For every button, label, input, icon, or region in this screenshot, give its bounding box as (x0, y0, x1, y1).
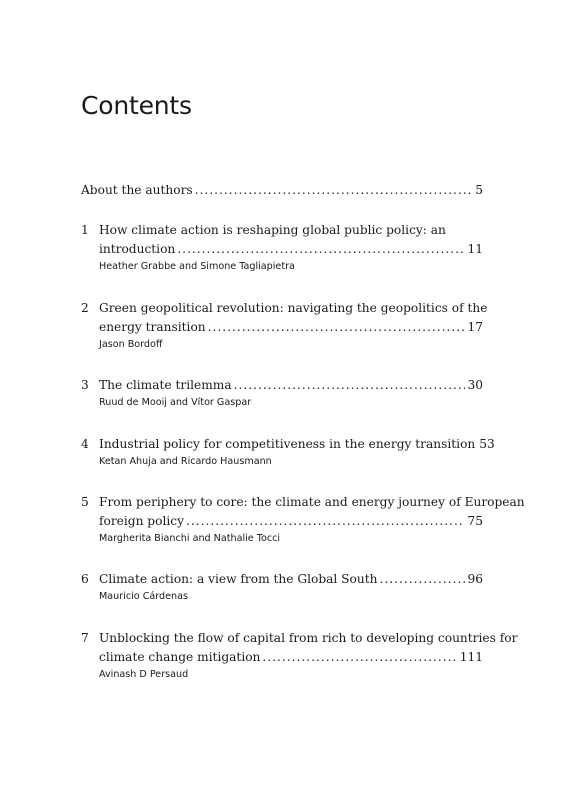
toc-entry-chapter-5[interactable] (81, 493, 525, 547)
toc-entry-title: From periphery to core: the climate and energy journey of European (99, 495, 525, 509)
chapter-number: 5 (81, 495, 89, 509)
toc-entry-title-continued: energy transition (99, 320, 206, 334)
chapter-authors: Heather Grabbe and Simone Tagliapietra (99, 261, 295, 272)
dot-leader (379, 570, 465, 589)
toc-page-number: 17 (467, 320, 483, 334)
toc-entry-chapter-3[interactable] (81, 376, 483, 411)
toc-page-number: 75 (467, 514, 483, 528)
dot-leader (262, 648, 457, 667)
chapter-number: 7 (81, 631, 89, 645)
toc-entry-title: How climate action is reshaping global public policy: an (99, 223, 446, 237)
toc-page-number: 53 (479, 437, 495, 451)
chapter-number: 2 (81, 301, 89, 315)
toc-entry-about-authors[interactable] (81, 181, 483, 200)
chapter-number: 1 (81, 223, 89, 237)
chapter-authors: Avinash D Persaud (99, 669, 189, 680)
chapter-authors: Jason Bordoff (99, 339, 163, 350)
chapter-authors: Ketan Ahuja and Ricardo Hausmann (99, 456, 272, 467)
toc-entry-title: The climate trilemma (99, 378, 232, 392)
chapter-number: 3 (81, 378, 89, 392)
chapter-authors: Mauricio Cárdenas (99, 591, 189, 602)
toc-page-number: 30 (467, 378, 483, 392)
toc-entry-chapter-2[interactable] (81, 299, 488, 353)
dot-leader (195, 181, 474, 200)
toc-page-number: 5 (475, 183, 483, 197)
toc-entry-title: Industrial policy for competitiveness in the energy transition (99, 437, 476, 451)
toc-page-number: 96 (467, 572, 483, 586)
toc-page-number: 111 (459, 650, 483, 664)
toc-entry-chapter-6[interactable] (81, 570, 483, 605)
dot-leader (234, 376, 466, 395)
toc-entry-title-continued: climate change mitigation (99, 650, 261, 664)
dot-leader (177, 240, 465, 259)
dot-leader (186, 512, 466, 531)
toc-entry-chapter-4[interactable] (81, 435, 495, 470)
chapter-authors: Margherita Bianchi and Nathalie Tocci (99, 533, 281, 544)
dot-leader (208, 318, 466, 337)
toc-entry-title: About the authors (81, 183, 193, 197)
toc-entry-title-continued: introduction (99, 242, 176, 256)
toc-page-number: 11 (467, 242, 483, 256)
toc-entry-chapter-7[interactable] (81, 629, 518, 683)
toc-entry-title: Climate action: a view from the Global South (99, 572, 378, 586)
toc-entry-title: Unblocking the flow of capital from rich to developing countries for (99, 631, 518, 645)
toc-entry-title: Green geopolitical revolution: navigating the geopolitics of the (99, 301, 488, 315)
toc-entry-chapter-1[interactable] (81, 221, 483, 275)
chapter-number: 4 (81, 437, 89, 451)
chapter-authors: Ruud de Mooij and Vítor Gaspar (99, 397, 252, 408)
page-title: Contents (81, 91, 192, 120)
toc-entry-title-continued: foreign policy (99, 514, 184, 528)
chapter-number: 6 (81, 572, 89, 586)
